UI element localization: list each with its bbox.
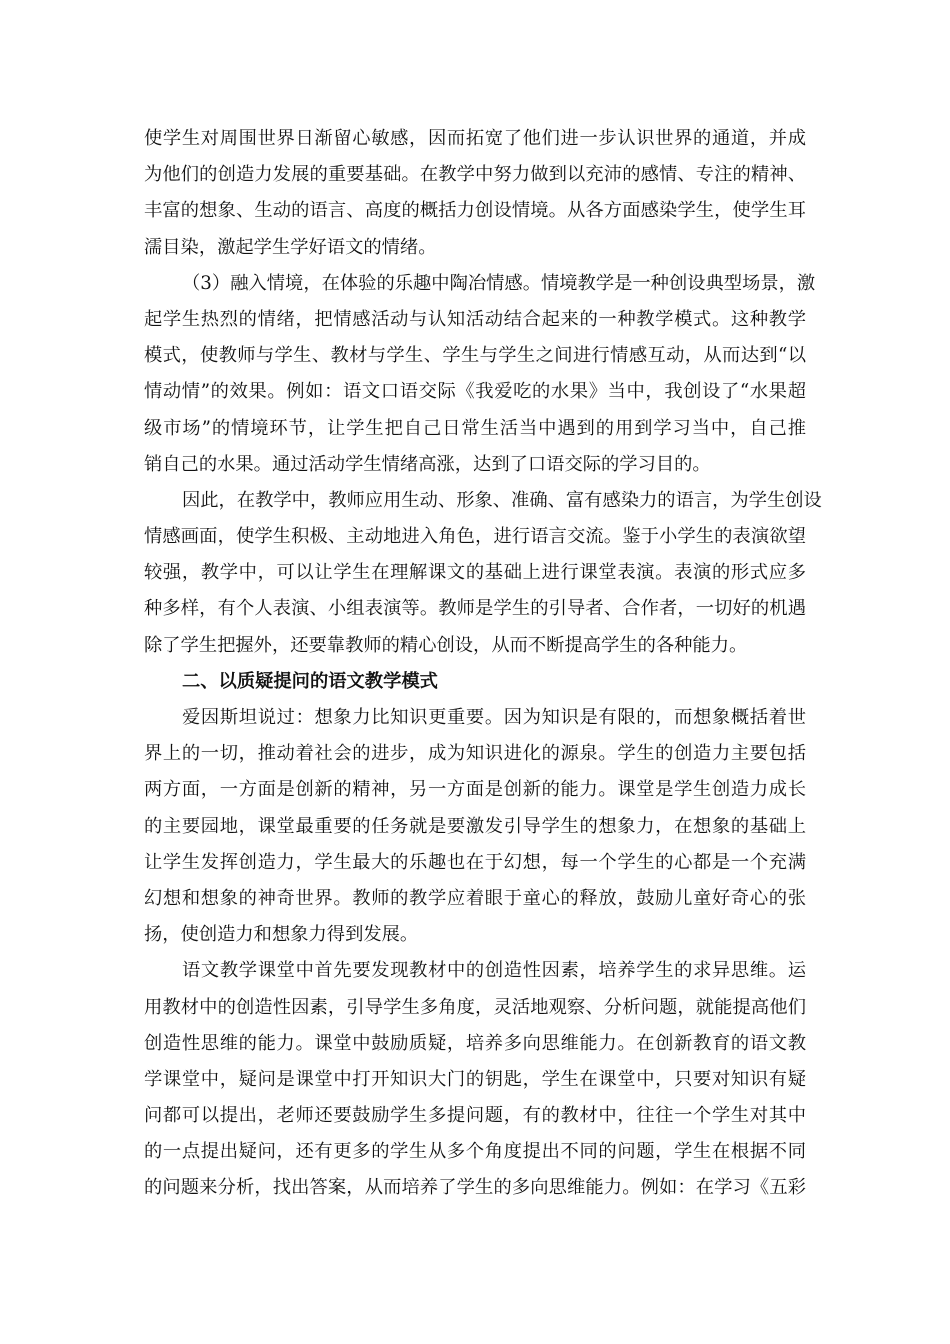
text-line: 界上的一切，推动着社会的进步，成为知识进化的源泉。学生的创造力主要包括: [144, 743, 806, 765]
text-line: 级市场”的情境环节，让学生把自己日常生活当中遇到的用到学习当中，自己推: [144, 417, 806, 439]
text-line: 起学生热烈的情绪，把情感活动与认知活动结合起来的一种教学模式。这种教学: [144, 308, 806, 330]
text-line: 为他们的创造力发展的重要基础。在教学中努力做到以充沛的感情、专注的精神、: [144, 164, 806, 186]
text-line: 的问题来分析，找出答案，从而培养了学生的多向思维能力。例如：在学习《五彩: [144, 1177, 806, 1199]
text-line: 丰富的想象、生动的语言、高度的概括力创设情境。从各方面感染学生，使学生耳: [144, 200, 806, 222]
text-line: 销自己的水果。通过活动学生情绪高涨，达到了口语交际的学习目的。: [144, 453, 711, 475]
text-line: 使学生对周围世界日渐留心敏感，因而拓宽了他们进一步认识世界的通道，并成: [144, 128, 806, 149]
text-line: 让学生发挥创造力，学生最大的乐趣也在于幻想，每一个学生的心都是一个充满: [144, 851, 806, 873]
text-line: 两方面，一方面是创新的精神，另一方面是创新的能力。课堂是学生创造力成长: [144, 779, 806, 801]
text-line: 情动情”的效果。例如：语文口语交际《我爱吃的水果》当中，我创设了“水果超: [144, 381, 806, 403]
text-line: 的一点提出疑问，还有更多的学生从多个角度提出不同的问题，学生在根据不同: [144, 1141, 806, 1163]
text-line: 情感画面，使学生积极、主动地进入角色，进行语言交流。鉴于小学生的表演欲望: [144, 526, 806, 548]
text-line: 扬，使创造力和想象力得到发展。: [144, 924, 419, 946]
text-line: 种多样，有个人表演、小组表演等。教师是学生的引导者、合作者，一切好的机遇: [144, 598, 806, 620]
text-line: 创造性思维的能力。课堂中鼓励质疑，培养多向思维能力。在创新教育的语文教: [144, 1032, 806, 1054]
text-line: 幻想和想象的神奇世界。教师的教学应着眼于童心的释放，鼓励儿童好奇心的张: [144, 887, 806, 909]
text-line: 学课堂中，疑问是课堂中打开知识大门的钥匙，学生在课堂中，只要对知识有疑: [144, 1068, 806, 1090]
text-line: （3）融入情境，在体验的乐趣中陶冶情感。情境教学是一种创设典型场景，激: [182, 272, 816, 294]
text-line: 用教材中的创造性因素，引导学生多角度，灵活地观察、分析问题，就能提高他们: [144, 996, 806, 1018]
section-heading: 二、以质疑提问的语文教学模式: [182, 670, 438, 692]
text-line: 除了学生把握外，还要靠教师的精心创设，从而不断提高学生的各种能力。: [144, 634, 748, 656]
text-line: 爱因斯坦说过：想象力比知识更重要。因为知识是有限的，而想象概括着世: [182, 707, 806, 728]
text-line: 的主要园地，课堂最重要的任务就是要激发引导学生的想象力，在想象的基础上: [144, 815, 806, 837]
text-line: 濡目染，激起学生学好语文的情绪。: [144, 236, 437, 258]
text-line: 语文教学课堂中首先要发现教材中的创造性因素，培养学生的求异思维。运: [182, 960, 806, 982]
document-page: [144, 121, 822, 1207]
text-line: 模式，使教师与学生、教材与学生、学生与学生之间进行情感互动，从而达到“以: [144, 345, 806, 367]
text-line: 因此，在教学中，教师应用生动、形象、准确、富有感染力的语言，为学生创设: [182, 489, 822, 511]
text-line: 较强，教学中，可以让学生在理解课文的基础上进行课堂表演。表演的形式应多: [144, 562, 806, 584]
text-line: 问都可以提出，老师还要鼓励学生多提问题，有的教材中，往往一个学生对其中: [144, 1105, 806, 1127]
